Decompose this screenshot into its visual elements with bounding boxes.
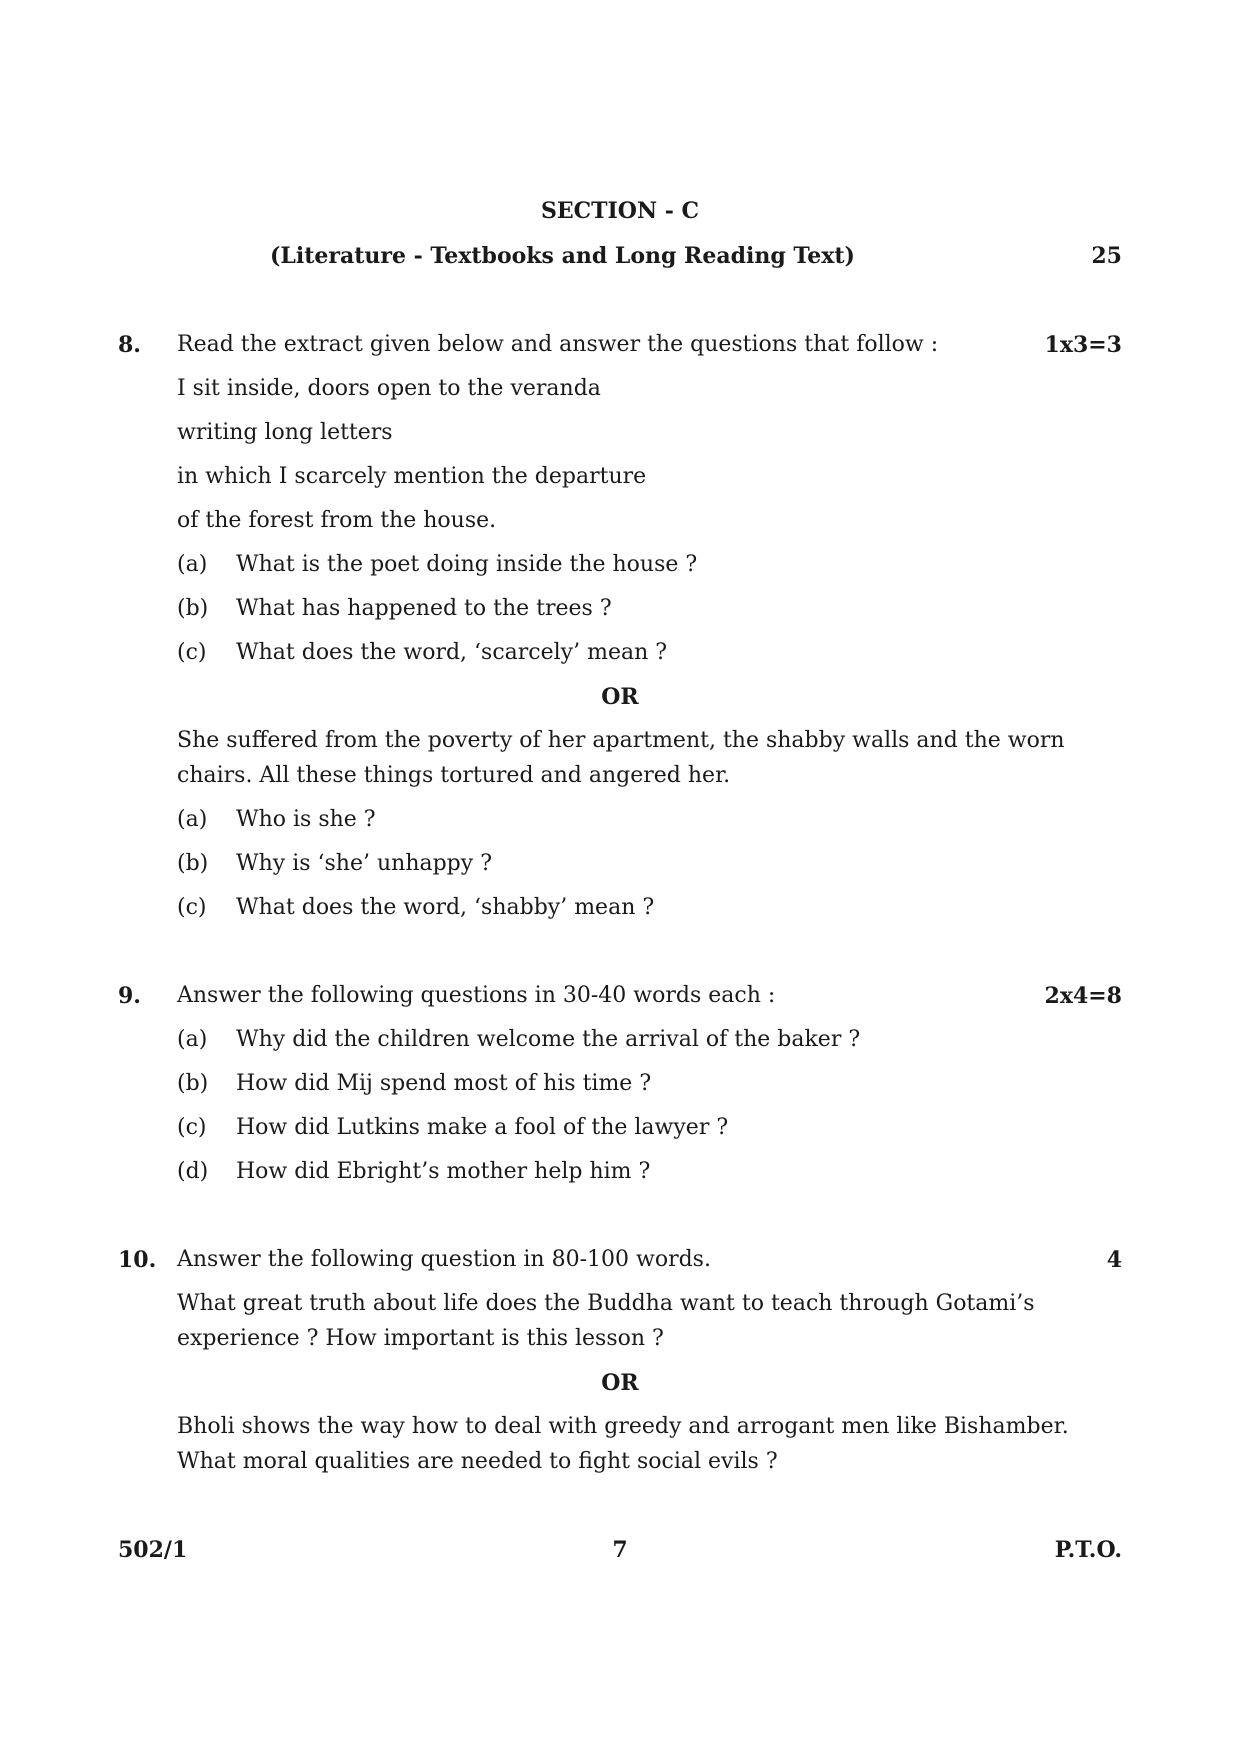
page-number: 7 (612, 1537, 628, 1563)
question-line: experience ? How important is this lesson ? (177, 1326, 664, 1351)
subquestion-label: (c) (177, 895, 207, 920)
subquestion-label: (b) (177, 1071, 209, 1096)
subquestion-text: Why did the children welcome the arrival of the baker ? (236, 1027, 861, 1052)
subquestion-text: How did Lutkins make a fool of the lawyer ? (236, 1115, 729, 1140)
pto-label: P.T.O. (1054, 1537, 1122, 1563)
subquestion-label: (c) (177, 1115, 207, 1140)
extract-line: chairs. All these things tortured and angered her. (177, 763, 731, 788)
subquestion-label: (a) (177, 807, 208, 832)
subquestion-text: What has happened to the trees ? (236, 596, 612, 621)
extract-line: She suffered from the poverty of her apartment, the shabby walls and the worn (177, 728, 1065, 753)
question-10-instruction: Answer the following question in 80-100 words. (177, 1247, 711, 1272)
question-line: What great truth about life does the Buddha want to teach through Gotami’s (177, 1291, 1035, 1316)
or-divider: OR (601, 684, 639, 710)
question-10-number: 10. (118, 1247, 157, 1273)
question-9-instruction: Answer the following questions in 30-40 words each : (177, 983, 776, 1008)
question-8-number: 8. (118, 332, 141, 358)
section-title: SECTION - C (540, 198, 700, 224)
question-8-marks: 1x3=3 (1044, 332, 1122, 358)
subquestion-text: Who is she ? (236, 807, 376, 832)
subquestion-label: (b) (177, 596, 209, 621)
poem-line: in which I scarcely mention the departure (177, 464, 647, 489)
section-subtitle: (Literature - Textbooks and Long Reading Text) (270, 243, 855, 269)
section-marks: 25 (1091, 243, 1122, 269)
question-10-marks: 4 (1106, 1247, 1122, 1273)
poem-line: I sit inside, doors open to the veranda (177, 376, 601, 401)
subquestion-label: (a) (177, 1027, 208, 1052)
subquestion-text: Why is ‘she’ unhappy ? (236, 851, 492, 876)
question-line: Bholi shows the way how to deal with greedy and arrogant men like Bishamber. (177, 1414, 1069, 1439)
subquestion-text: How did Mij spend most of his time ? (236, 1071, 652, 1096)
question-line: What moral qualities are needed to fight social evils ? (177, 1449, 778, 1474)
question-8-instruction: Read the extract given below and answer the questions that follow : (177, 332, 939, 357)
question-9-number: 9. (118, 983, 141, 1009)
subquestion-text: What does the word, ‘scarcely’ mean ? (236, 640, 668, 665)
poem-line: writing long letters (177, 420, 393, 445)
poem-line: of the forest from the house. (177, 508, 497, 533)
question-9-marks: 2x4=8 (1044, 983, 1122, 1009)
subquestion-label: (b) (177, 851, 209, 876)
subquestion-label: (a) (177, 552, 208, 577)
paper-code: 502/1 (118, 1537, 188, 1563)
subquestion-text: What is the poet doing inside the house ? (236, 552, 698, 577)
subquestion-text: How did Ebright’s mother help him ? (236, 1159, 651, 1184)
subquestion-label: (d) (177, 1159, 209, 1184)
subquestion-text: What does the word, ‘shabby’ mean ? (236, 895, 655, 920)
subquestion-label: (c) (177, 640, 207, 665)
or-divider: OR (601, 1370, 639, 1396)
